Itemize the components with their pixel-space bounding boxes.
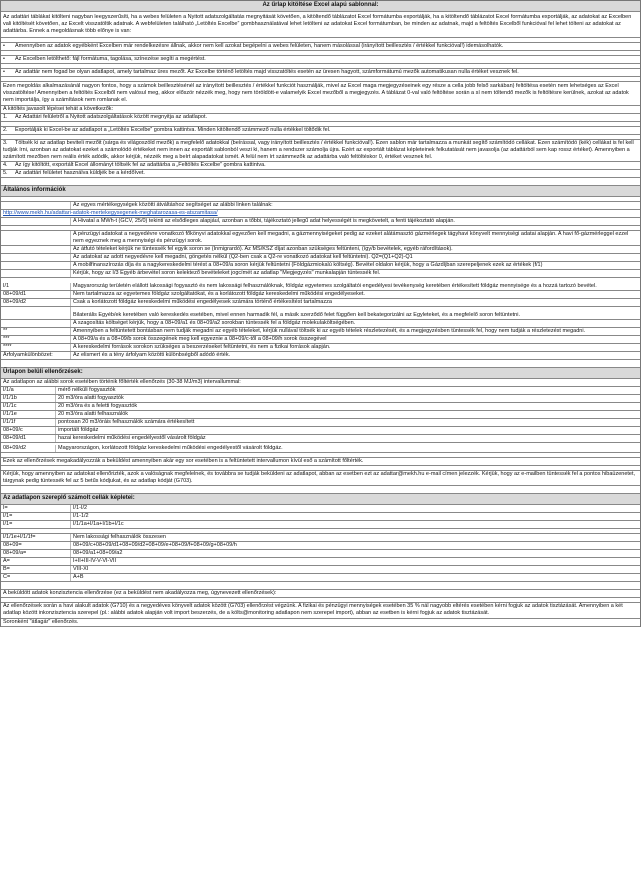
formula-value: I/1/1a+I/1a+I/1b+I/1c bbox=[73, 521, 124, 528]
row-key: 08+09/d1 bbox=[1, 291, 71, 298]
row-key: I/1/1e bbox=[1, 411, 56, 418]
steps-heading: A kitöltés javasolt lépései tehát a következők: bbox=[1, 106, 640, 114]
benefit-bullet bbox=[1, 69, 640, 77]
formula-key: I= bbox=[1, 505, 71, 512]
row-value: importált földgáz bbox=[58, 427, 99, 434]
check-row bbox=[1, 387, 640, 395]
general-lead: Az egyes mértékegységek közötti átváltáshoz segítséget az alábbi linken találnak: bbox=[73, 201, 273, 208]
step-item bbox=[1, 162, 640, 170]
general-row bbox=[1, 307, 640, 320]
formula-key: I/1= bbox=[1, 513, 71, 520]
row-value: Amennyiben a feltüntetett bontásban nem tudják megadni az egyéb tételeket, kérjük nullával töltsék ki az egyéb tételek részletezését, és a megjegyzésben tüntessék fel, hogy nem tudják a részletezést megadni. bbox=[73, 328, 586, 335]
row-key: ** bbox=[1, 328, 71, 335]
formula-row bbox=[1, 505, 640, 513]
step-number: 4. bbox=[3, 162, 8, 169]
step-item bbox=[1, 170, 640, 178]
general-row bbox=[1, 278, 640, 291]
step-number: 5. bbox=[3, 170, 8, 177]
row-value: A pénzügyi adatokat a negyedévre vonatkozó főkönyvi adatokkal egyezően kell megadni, a gázmennyiségeket pedig az ezeket alátámasztó gázmérlegek tágyhavi könyvelt mennyiségi adatai alapján. A havi fő-gázmérleggel ezzel nem egyeznek meg a mennyiségi és pénzügyi sorok. bbox=[73, 230, 629, 244]
row-key bbox=[1, 320, 71, 327]
row-key: 08+09/d2 bbox=[1, 445, 56, 452]
row-key: **** bbox=[1, 344, 71, 351]
row-value: A mobilfinanszírozás díja és a nagykereskedelmi térést a 08+09/a soron kérjük feltüntetni (Földgázmiokalú költség). Bevétel oldalon kérjük, hogy a Gázdíjban szerepeljenek ezek az értékek (f/1) bbox=[73, 262, 543, 269]
row-value: A szagosítás költséget kérjük, hogy a 08+09/a1 és 08+09/a2 sorokban tüntessék fel a földgáz molekulaköltségében. bbox=[73, 320, 356, 327]
checks-heading: Űrlapon belüli ellenőrzések: bbox=[1, 368, 640, 379]
checks-request: Kérjük, hogy amennyiben az adatokat ellenőrizték, azok a valóságnak megfelelnek, és továbbra se tudják beküldeni az adatlapot, abban az esetben ezt az adattar@mekh.hu e-mail címen jelezzék. Kérjük, hogy az e-mailben tüntessék fel a pontos hibaüzenetet, tárgynak pedig tüntessék fel az 5 betűs kódjukat, és az adatlap kódját (G703). bbox=[1, 471, 640, 486]
general-row bbox=[1, 352, 640, 360]
formula-value: I/1-1/2 bbox=[73, 513, 89, 520]
general-row bbox=[1, 254, 640, 262]
row-key bbox=[1, 307, 71, 319]
formula-row bbox=[1, 550, 640, 558]
row-value: Kérjük, hogy az I/3 Egyéb árbevétel soron kelektező bevételeket jogcímét az adatlap "Megjegyzés" munkalapján tüntessék fel. bbox=[73, 270, 381, 277]
general-row bbox=[1, 262, 640, 270]
step-item bbox=[1, 127, 640, 135]
step-text: Az Adattári felületről a Nyitott adatszolgáltatások között megnyitja az adatlapot. bbox=[15, 113, 207, 120]
row-key: 08+09/d1 bbox=[1, 435, 56, 442]
row-key: I/1/1b bbox=[1, 395, 56, 402]
row-key bbox=[1, 202, 71, 209]
step-text: Töltsék ki az adatlap beviteli mezőit (sárga és világoszöld mezők) a megfelelő adatokkal (beírással, vagy irányított beillesztés / értékkel funkcióval!). Ezen sablon már tartalmazza a munkát segítő számítódó cellákat. Ezen számítódó (kék) cellákat is fel kell tudják írni, azonban az adatokat ezeket a számolódó értékeket nem innen az exportált sablonból veszi ki, hanem a rendszer számolja újra. Ezért az exportált táblázat képleteinek felkutatását nem javasolja (az adattárból sem kap rossz értéket). Amennyiben a számított mezőben nem reális érték adódik, akkor kérjük, nézzék meg a beírt alapadatokat ismét. A felül nem írt számmezők az adattárba való feltöltéskor 0, értéket vesznek fel. bbox=[3, 140, 634, 161]
general-row bbox=[1, 320, 640, 328]
check-row bbox=[1, 403, 640, 411]
formula-row bbox=[1, 558, 640, 566]
formula-row bbox=[1, 513, 640, 521]
formula-value: VIII-XI bbox=[73, 566, 89, 573]
step-number: 3. bbox=[3, 140, 8, 147]
formula-row bbox=[1, 566, 640, 574]
row-value: A 08+09/a és a 08+09/b sorok összegének meg kell egyeznie a 08+09/c-től a 08+09/h sorok összegével bbox=[73, 336, 327, 343]
row-key bbox=[1, 246, 71, 253]
checks-lead: Az adatlapon az alábbi sorok esetében történik főltérték ellenőrzés (30-38 MJ/m3) intervallummal: bbox=[1, 379, 640, 387]
row-value: Magyarország területén elállott lakossági fogyasztó és nem lakossági felhasználóknak, földgáz egyetemes szolgáltatói engedélyesi tevékenység keretében értékesített földgáz mennyisége és a hozzá tartozó bevétel. bbox=[73, 283, 597, 290]
conversion-link[interactable]: http://www.mekh.hu/adattari-adatok-mertekegysegenek-meghatarozasa-es-atszamitasa/ bbox=[3, 209, 218, 216]
row-value: Az elismert és a tény árfolyam közötti különbségből adódó érték. bbox=[73, 352, 231, 359]
row-value: pontosan 20 m3/óráis felhasználók számára értékesített bbox=[58, 419, 195, 426]
row-value: Bilaterális Egyéb/ek keretében való kereskedés esetében, mivel ennen harmadik fél, a másik szerződő felet függően kell bekategorizálni az Egyleteket, és a megfelelő soron feltüntetni. bbox=[73, 312, 520, 319]
warning-paragraph: Ezen megoldás alkalmazásánál nagyon fontos, hogy a számok beillesztésénél az irányított beillesztés / értékkel funkciót használják, mivel az Excel maga megjegyzéseinek egy része a cella jobb felső sarkában) feltöltésa esetén nem lehetséges az Excel visszatöltése! Amennyiben a feltöltés Excelből nem valósul meg, akkor először nézzék meg, hogy nem töröldött-e valamelyik Excel mezőből a megjegyzés. A táblázat 0-val való feltöltése során a sí nem töltendő mezők is feltöltésre kerülnek, azokat az adatok nem importálja, így a számítások nem romlanak el. bbox=[1, 82, 640, 106]
row-value: 20 m3/óra és a feletti fogyasztók bbox=[58, 403, 138, 410]
row-key bbox=[1, 231, 71, 245]
step-number: 2. bbox=[3, 127, 8, 134]
check-row bbox=[1, 435, 640, 443]
formula-value: A+B bbox=[73, 574, 84, 581]
formulas-heading: Az adatlapon szereplő számolt cellák képletei: bbox=[1, 494, 640, 505]
general-row bbox=[1, 291, 640, 299]
bullet-text: Az adattár nem fogad be olyan adatlapot, amely tartalmaz üres mezőt. Az Excelbe történő letöltés majd visszatöltés esetén az üresen hagyott, számformátumú mezők automatikusan nulla értéket vesznek fel. bbox=[15, 68, 519, 75]
formula-value: 08+09/c+08+09/d1+08+09/d2+08+09/e+08+09/f+08+09/g+08+09/h bbox=[73, 542, 237, 549]
row-value: Csak a korlátozott földgáz kereskedelmi működési engedélyesek számára történő értékesítést tartalmazza bbox=[73, 299, 332, 306]
step-item bbox=[1, 140, 640, 162]
row-key: I/1/1f bbox=[1, 419, 56, 426]
spacer bbox=[1, 178, 640, 186]
bullet-text: Amennyiben az adatok egyébként Excelben már rendelkezésre állnak, akkor nem kell azokat begépelni a webes felületen, hanem másolással (irányított beillesztés / értékkel funkcióval!) idemásolhatók. bbox=[15, 42, 504, 49]
step-text: Az adattári felületet használva küldjék be a kérdőívet. bbox=[15, 170, 145, 177]
general-row bbox=[1, 270, 640, 278]
bullet-marker: • bbox=[3, 55, 5, 62]
row-value: hazai kereskedelmi működési engedélyestől vásárolt földgáz bbox=[58, 435, 206, 442]
row-value: Magyarországon, korlátozott földgáz kereskedelmi működési engedélyestől vásárolt földgáz. bbox=[58, 445, 283, 452]
row-value: 20 m3/óra alatti fogyasztók bbox=[58, 395, 124, 402]
row-key: Árfolyamkülönbözet: bbox=[1, 352, 71, 359]
formula-value: Nem lakossági felhasználók összesen bbox=[73, 534, 166, 541]
bullet-marker: • bbox=[3, 68, 5, 75]
row-value: 20 m3/óra alatti felhasználók bbox=[58, 411, 129, 418]
row-value: A kereskedelmi források sorokon szükséges a beszerzéseket feltüntetni, és nem a fizikai források alapján. bbox=[73, 344, 331, 351]
formula-key: B= bbox=[1, 566, 71, 573]
check-row bbox=[1, 443, 640, 453]
formula-value: 08+09/a1+08+09/a2 bbox=[73, 550, 123, 557]
check-row bbox=[1, 395, 640, 403]
benefit-bullet bbox=[1, 43, 640, 51]
general-row bbox=[1, 246, 640, 254]
check-row bbox=[1, 411, 640, 419]
formula-value: I/1-I/2 bbox=[73, 505, 88, 512]
general-row bbox=[1, 336, 640, 344]
row-key: *** bbox=[1, 336, 71, 343]
consistency-heading: A beküldött adatok konzisztencia ellenőrzése (ez a beküldést nem akadályozza meg, úgynevezett ellenőrzések): bbox=[1, 590, 640, 598]
formula-key: 08+09= bbox=[1, 542, 71, 549]
spacer bbox=[1, 360, 640, 368]
step-number: 1. bbox=[3, 113, 8, 120]
general-info-heading: Általános információk bbox=[1, 186, 640, 197]
check-row bbox=[1, 427, 640, 435]
benefit-bullet bbox=[1, 56, 640, 64]
general-row bbox=[1, 328, 640, 336]
row-key bbox=[1, 218, 71, 225]
formula-key: I/1= bbox=[1, 521, 71, 528]
check-row bbox=[1, 419, 640, 427]
row-value: Az átfutó tételeket kérjük ne tüntessék fel egyik soron se (Inmigrardó). Az MS/KSZ díjat azonban szükséges feltünteni, (így/b bevételek, egyéb ráfordítások). bbox=[73, 246, 453, 253]
step-item bbox=[1, 114, 640, 122]
general-row bbox=[1, 218, 640, 226]
formula-row bbox=[1, 521, 640, 529]
row-key: I/1 bbox=[1, 283, 71, 290]
row-value: Az adatokat az adott negyedévre kell megadni, göngetés nélkül (Q2-ben csak a Q2-re vonatkozó adatokat kell feltüntetni). Q2=(Q1+Q2)-Q1 bbox=[73, 254, 413, 261]
general-row bbox=[1, 231, 640, 246]
sheet-title: Az űrlap kitöltése Excel alapú sablonnal: bbox=[1, 0, 640, 12]
consistency-text: Az ellenőrzések során a havi alakult adatok (G710) és a negyedéves könyvelt adatok között (G703) ellenőrzést végzünk. A fizikai és pénzügyi mennyiségek esetében 35 % nál nagyobb eltérés esetében kérni fogjuk az adatok tisztázását. Amennyiben a két adatlap között inkonzisztencia szerepel (pl.: alábbi adatok alapján volt import beszerzés, de a költs@monitoring adatlapon nem szerepel import), abban az esetben is kérni fogjuk az adatok tisztázását. bbox=[1, 603, 640, 618]
formula-key: C= bbox=[1, 574, 71, 581]
spacer bbox=[1, 486, 640, 494]
formula-key: A= bbox=[1, 558, 71, 565]
row-key bbox=[1, 254, 71, 261]
row-value: A Hivatal a MWh-t (GCV, 25/0) tekinti az elsődleges alapjául, azonban a tőbbi, tájékoztató jellegű adat helyességét is megkövetelt, a fenti tájékoztató alapján. bbox=[73, 217, 455, 224]
conversion-link-row bbox=[1, 210, 640, 218]
step-text: Exportálják ki Excel-be az adatlapot a „Letöltés Excelbe” gombra kattintva. Minden kitöltendő számmező nulla értékkel töltődik fel. bbox=[15, 127, 331, 134]
formula-key: 08+09/a= bbox=[1, 550, 71, 557]
row-key: I/1/1c bbox=[1, 403, 56, 410]
row-value: mérő nélküli fogyasztók bbox=[58, 387, 116, 394]
intro-paragraph: Az adattári táblákat kitölteni nagyban leegyszerűsíti, ha a webes felületen a Nyitott adatszolgáltatás megnyitását követően, a kitöltendő táblázatot Excel formátumba exportálják, ha a kitöltendő táblázatot Excel formátumba exportálják, az adatokat az Excelben vali kitöltését követően, az Excelt visszatöltik adatnak. A webfelületen található „Letöltés Excelbe” gombhasználatával lehet letölteni az adatokat Excel formátumban, be minden az adatnak, majd a feltöltés Excelből funkcióval fel lehet tölteni az adatokat az adattárba. Ennek a megoldásnak több előnye is van: bbox=[1, 12, 640, 38]
bullet-marker: • bbox=[3, 42, 5, 49]
general-row bbox=[1, 202, 640, 210]
row-key bbox=[1, 262, 71, 269]
row-key: 08+09/c bbox=[1, 427, 56, 434]
row-key bbox=[1, 270, 71, 277]
formula-row bbox=[1, 542, 640, 550]
formula-row bbox=[1, 534, 640, 542]
checks-note: Ezek az ellenőrzések megakadályozzák a beküldést amennyiben akár egy sor esetében is a feltüntetett intervallumon kívül eső a számított főltérték. bbox=[1, 458, 640, 466]
formula-row bbox=[1, 574, 640, 582]
step-text: Az így kitöltött, exportált Excel állományt töltsék fel az adattárba a „Feltöltés Excelbe” gombra kattintva. bbox=[15, 162, 266, 169]
general-row bbox=[1, 344, 640, 352]
row-key: 08+09/d2 bbox=[1, 299, 71, 306]
row-value: Nem tartalmazza az egyetemes földgáz szolgáltatókat, és a korlátozott földgáz kereskedelmi működési engedélyeseket. bbox=[73, 291, 365, 298]
bullet-text: Az Excelben letölthető: fájl formátuma, tagolása, színezése segíti a megértést. bbox=[15, 55, 206, 62]
formula-value: I+II+III-IV-V-VI-VII bbox=[73, 558, 117, 565]
row-key: I/1/a bbox=[1, 387, 56, 394]
spacer bbox=[1, 582, 640, 590]
consistency-last: Soronként "átlagár" ellenőrzés. bbox=[1, 619, 640, 627]
formula-key: I/1/1e+I/1/1f= bbox=[1, 534, 71, 541]
general-row bbox=[1, 299, 640, 307]
